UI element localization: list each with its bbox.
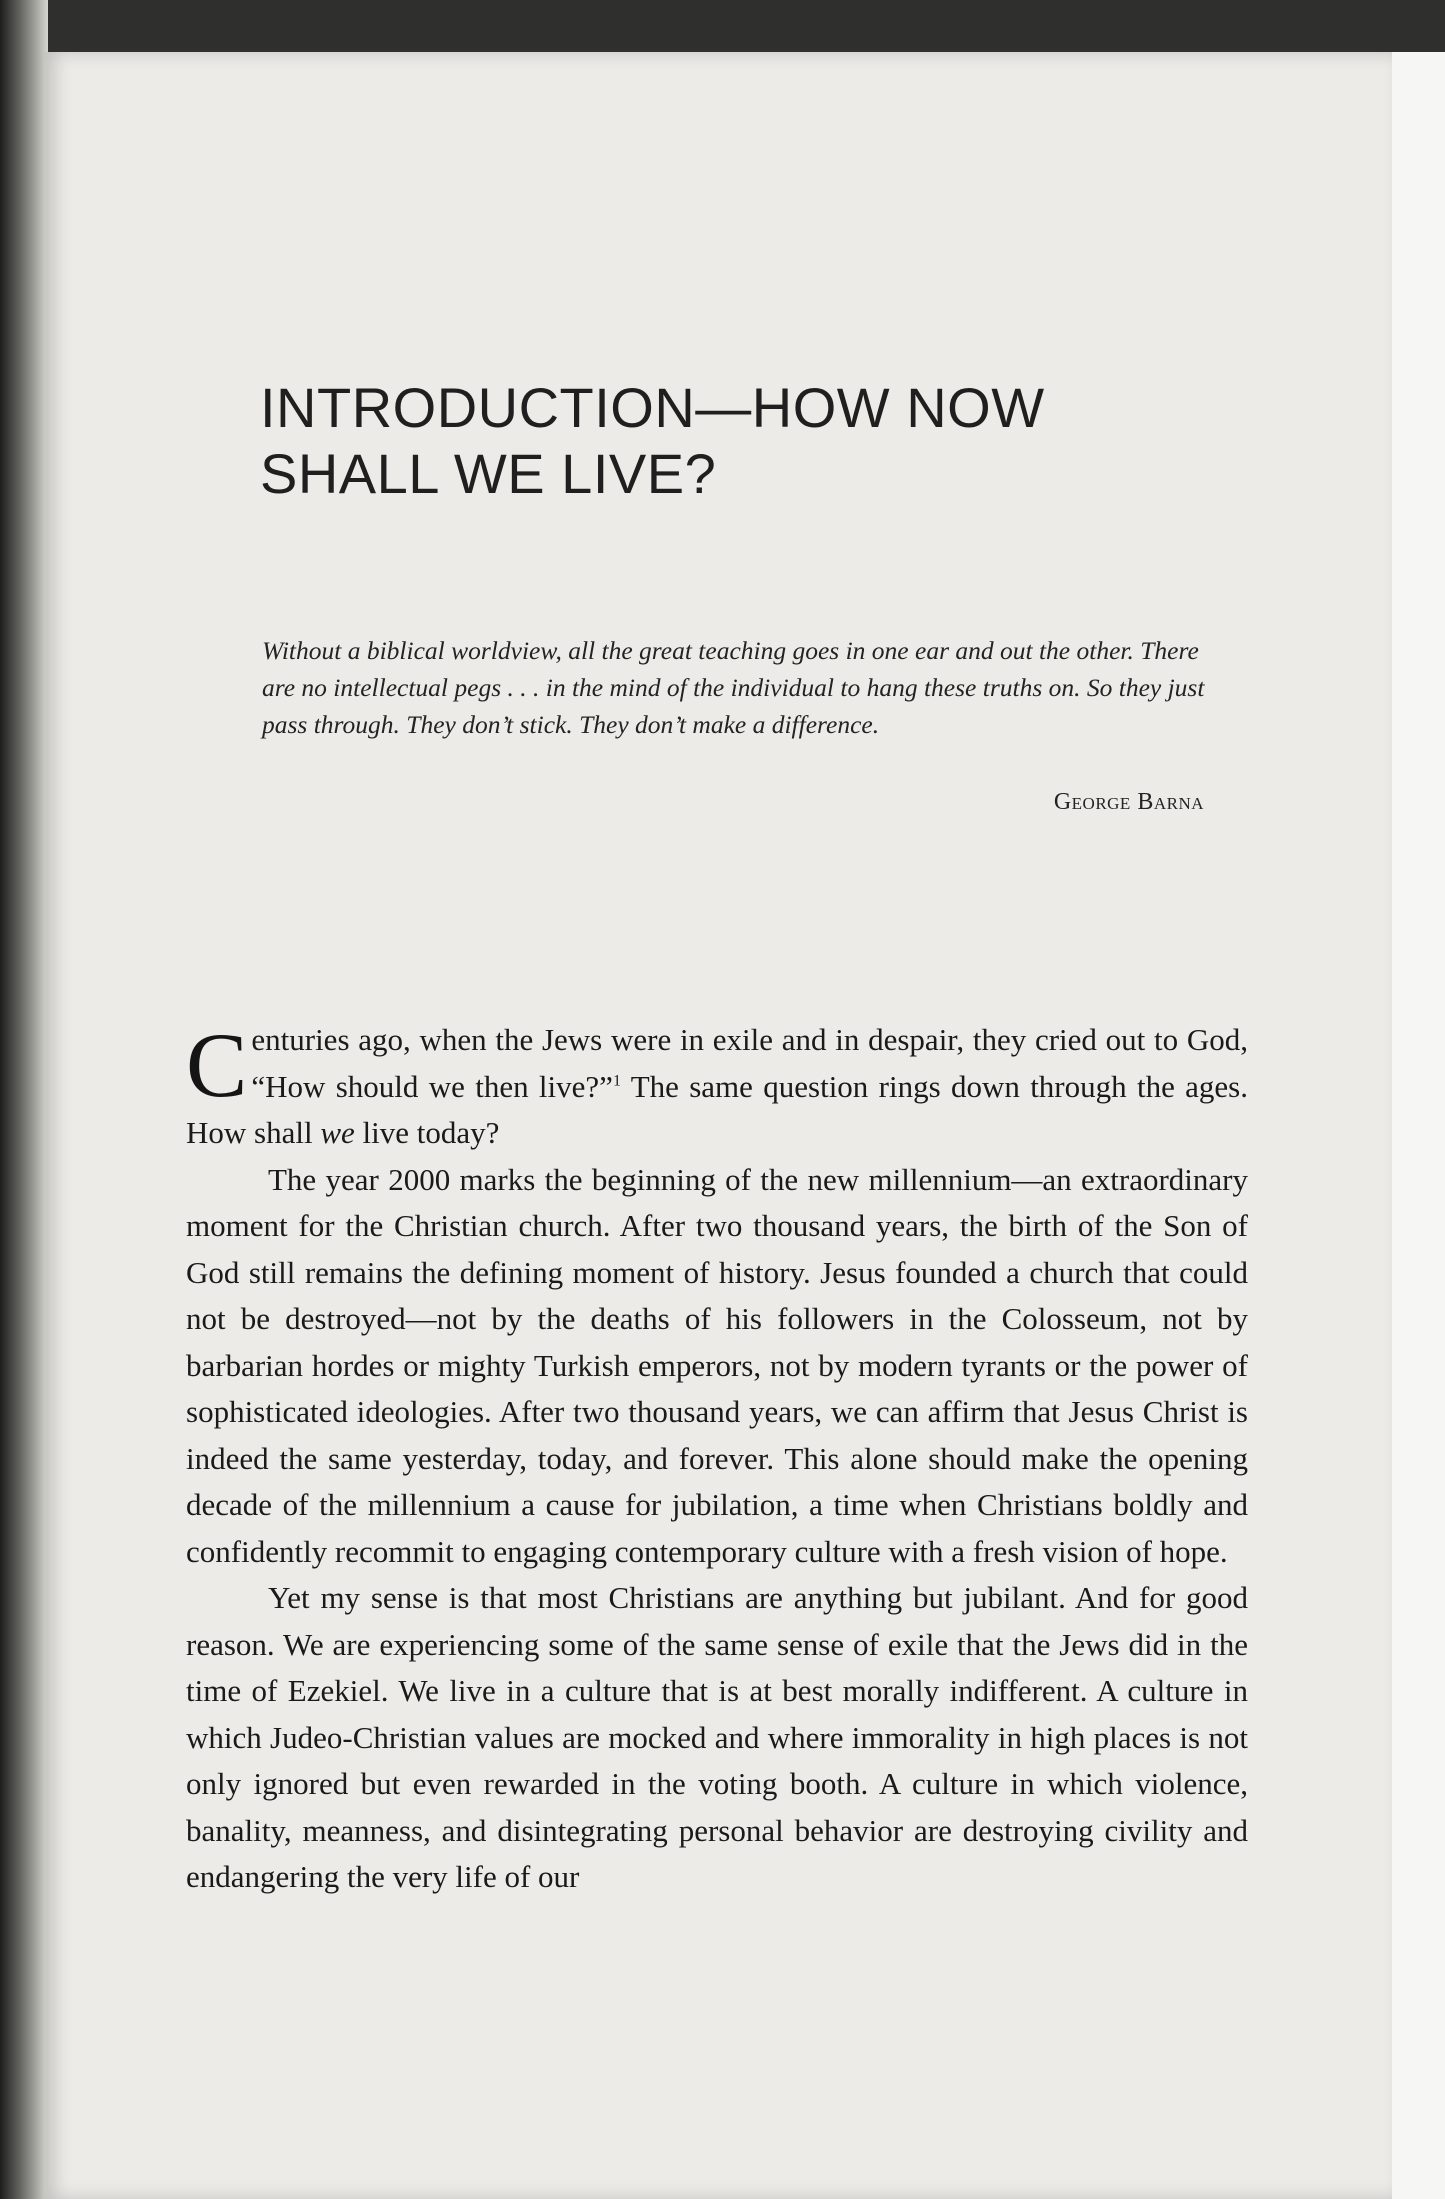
- epigraph-quote: Without a biblical worldview, all the great teaching goes in one ear and out the other. There are no intellectual pegs . . . in the mind of the individual to hang these truths on. So they just pass through. They don’t stick. They don’t make a difference.: [262, 636, 1205, 739]
- paragraph-3: Yet my sense is that most Christians are anything but jubilant. And for good reason. We are experiencing some of the same sense of exile that the Jews did in the time of Ezekiel. We live in a culture that is at best morally indifferent. A culture in which Judeo-Christian values are mocked and where immorality in high places is not only ignored but even rewarded in the voting booth. A culture in which violence, banality, meanness, and disintegrating personal behavior are destroying civility and endangering the very life of our: [186, 1580, 1248, 1894]
- emphasis-word: we: [320, 1115, 355, 1150]
- footnote-reference: 1: [612, 1072, 621, 1090]
- paragraph-1-text-b: The same question rings down through the ages. How shall: [186, 1068, 1248, 1150]
- chapter-title-line-2: SHALL WE LIVE?: [260, 442, 717, 505]
- chapter-title: [260, 375, 1280, 507]
- background-surface: [1392, 52, 1445, 2199]
- paragraph-1: [186, 1014, 1248, 1157]
- chapter-body: [186, 1014, 1248, 1901]
- book-spine-edge: [0, 0, 48, 2199]
- paragraph-1-text-c: live today?: [354, 1115, 500, 1150]
- chapter-title-line-1: INTRODUCTION—HOW NOW: [260, 376, 1045, 439]
- drop-cap: C: [186, 1014, 248, 1116]
- paragraph-1-text-a: enturies ago, when the Jews were in exile and in despair, they cried out to God, “How should we then live?”: [251, 1022, 1248, 1104]
- paragraph-2: The year 2000 marks the beginning of the new millennium—an extraordinary moment for the Christian church. After two thousand years, the birth of the Son of God still remains the defining moment of history. Jesus founded a church that could not be destroyed—not by the deaths of his followers in the Colosseum, not by barbarian hordes or mighty Turkish emperors, not by modern tyrants or the power of sophisticated ideologies. After two thousand years, we can affirm that Jesus Christ is indeed the same yesterday, today, and forever. This alone should make the opening decade of the millennium a cause for jubilation, a time when Christians boldly and confidently recommit to engaging contemporary culture with a fresh vision of hope.: [186, 1161, 1248, 1569]
- epigraph-attribution: George Barna: [1053, 789, 1204, 815]
